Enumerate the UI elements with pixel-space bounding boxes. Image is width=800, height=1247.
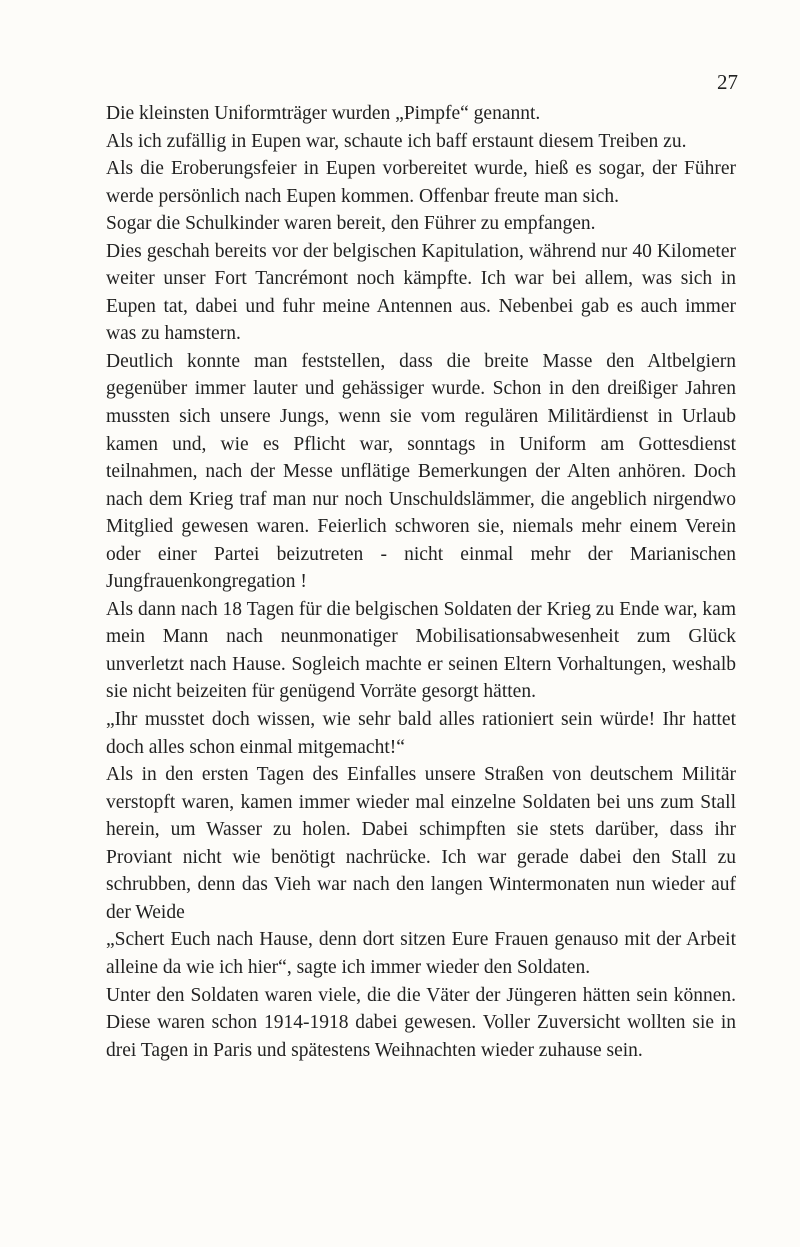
- paragraph: Dies geschah bereits vor der belgischen Kapitulation, während nur 40 Kilometer weiter unser Fort Tancrémont noch kämpfte. Ich war bei allem, was sich in Eupen tat, dabei und fuhr meine Antennen aus. Nebenbei gab es auch immer was zu hamstern.: [106, 240, 736, 345]
- page-number: 27: [717, 70, 738, 94]
- paragraph: Unter den Soldaten waren viele, die die Väter der Jüngeren hätten sein können. Diese waren schon 1914-1918 dabei gewesen. Voller Zuversicht wollten sie in drei Tagen in Paris und spätestens Weihnachten wieder zuhause sein.: [106, 984, 736, 1061]
- paragraph: „Schert Euch nach Hause, denn dort sitzen Eure Frauen genauso mit der Arbeit alleine da wie ich hier“, sagte ich immer wieder den Soldaten.: [106, 929, 736, 978]
- paragraph: Sogar die Schulkinder waren bereit, den Führer zu empfangen.: [106, 213, 596, 235]
- body-text: [106, 100, 736, 1064]
- paragraph: Als die Eroberungsfeier in Eupen vorbereitet wurde, hieß es sogar, der Führer werde persönlich nach Eupen kommen. Offenbar freute man sich.: [106, 158, 736, 207]
- paragraph: Deutlich konnte man feststellen, dass die breite Masse den Altbelgiern gegenüber immer lauter und gehässiger wurde. Schon in den dreißiger Jahren mussten sich unsere Jungs, wenn sie vom regulären Militärdienst in Urlaub kamen und, wie es Pflicht war, sonntags in Uniform am Gottesdienst teilnahmen, nach der Messe unflätige Bemerkungen der Alten anhören. Doch nach dem Krieg traf man nur noch Unschuldslämmer, die angeblich nirgendwo Mitglied gewesen waren. Feierlich schworen sie, niemals mehr einem Verein oder einer Partei beizutreten - nicht einmal mehr der Marianischen Jungfrauenkongregation !: [106, 350, 736, 593]
- paragraph: Als in den ersten Tagen des Einfalles unsere Straßen von deutschem Militär verstopft waren, kamen immer wieder mal einzelne Soldaten bei uns zum Stall herein, um Wasser zu holen. Dabei schimpften sie stets darüber, dass ihr Proviant nicht wie benötigt nachrücke. Ich war gerade dabei den Stall zu schrubben, denn das Vieh war nach den langen Wintermonaten nun wieder auf der Weide: [106, 764, 736, 923]
- paragraph: Die kleinsten Uniformträger wurden „Pimpfe“ genannt.: [106, 103, 541, 124]
- paragraph: Als dann nach 18 Tagen für die belgischen Soldaten der Krieg zu Ende war, kam mein Mann nach neunmonatiger Mobilisationsabwesenheit zum Glück unverletzt nach Hause. Sogleich machte er seinen Eltern Vorhaltungen, weshalb sie nicht beizeiten für genügend Vorräte gesorgt hätten.: [106, 598, 736, 703]
- paragraph: Als ich zufällig in Eupen war, schaute ich baff erstaunt diesem Treiben zu.: [106, 130, 687, 152]
- paragraph: „Ihr musstet doch wissen, wie sehr bald alles rationiert sein würde! Ihr hattet doch alles schon einmal mitgemacht!“: [106, 709, 736, 758]
